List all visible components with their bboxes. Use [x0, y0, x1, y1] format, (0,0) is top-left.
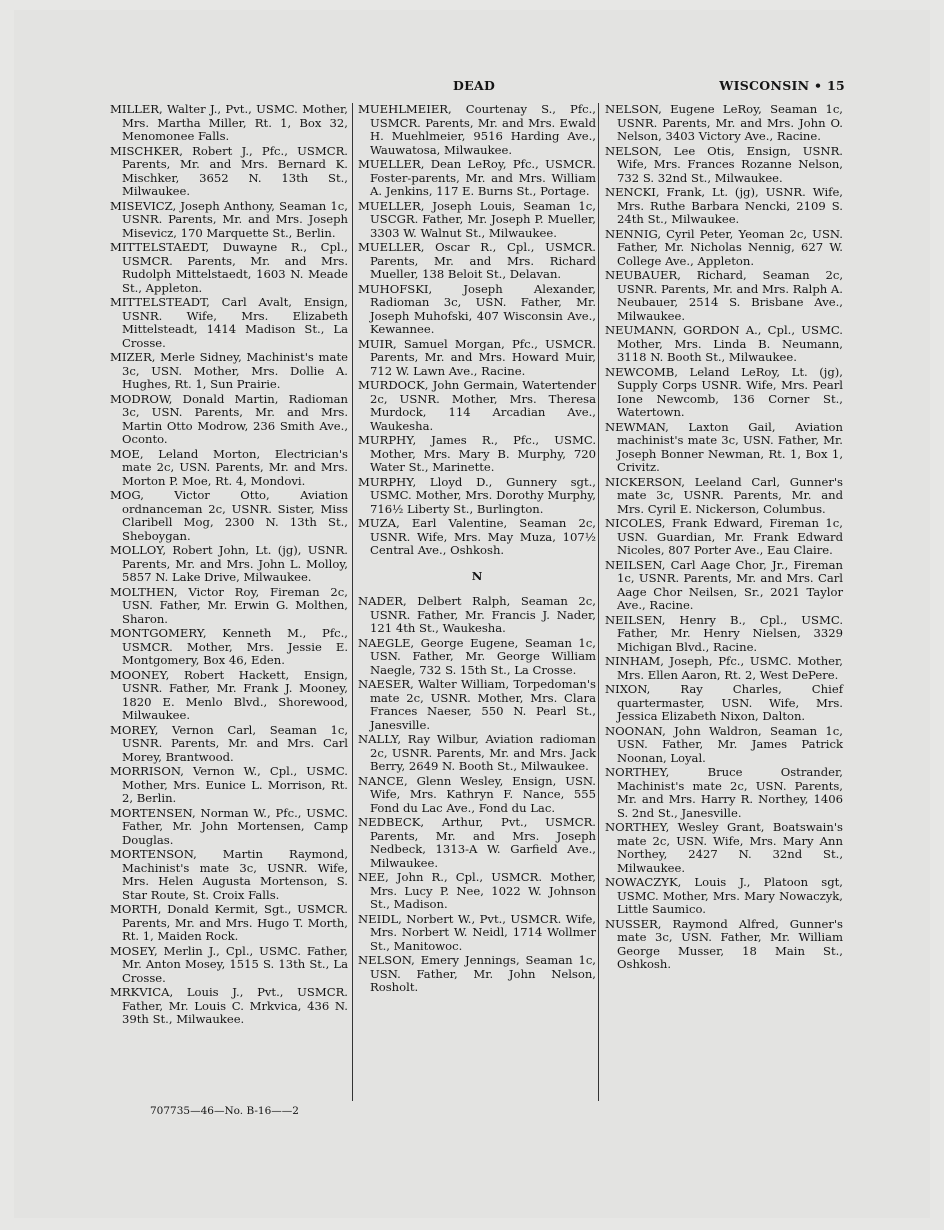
casualty-entry: NAESER, Walter William, Torpedoman's mate 2c, USNR. Mother, Mrs. Clara Frances Naeser, 550 N. Pearl St., Janesville.: [358, 677, 596, 732]
column-divider: [352, 103, 353, 1101]
casualty-entry: MUELLER, Joseph Louis, Seaman 1c, USCGR. Father, Mr. Joseph P. Mueller, 3303 W. Walnut St., Milwaukee.: [358, 198, 596, 240]
casualty-entry: MORTH, Donald Kermit, Sgt., USMCR. Parents, Mr. and Mrs. Hugo T. Morth, Rt. 1, Maiden Rock.: [110, 902, 348, 943]
section-letter: N: [471, 568, 483, 583]
casualty-entry: MUELLER, Oscar R., Cpl., USMCR. Parents, Mr. and Mrs. Richard Mueller, 138 Beloit St., Delavan.: [358, 240, 596, 281]
casualty-entry: MUZA, Earl Valentine, Seaman 2c, USNR. Wife, Mrs. May Muza, 107½ Central Ave., Oshkosh.: [358, 516, 596, 557]
print-footer: 707735—46—No. B-16——2: [150, 1105, 299, 1117]
header-state-page-number: WISCONSIN • 15: [719, 78, 845, 93]
casualty-entry: MODROW, Donald Martin, Radioman 3c, USN. Parents, Mr. and Mrs. Martin Otto Modrow, 236 Smith Ave., Oconto.: [110, 391, 348, 446]
casualty-entry: MURPHY, Lloyd D., Gunnery sgt., USMC. Mother, Mrs. Dorothy Murphy, 716½ Liberty St., Burlington.: [358, 474, 596, 516]
page-header: [100, 78, 845, 98]
casualty-entry: MOE, Leland Morton, Electrician's mate 2c, USN. Parents, Mr. and Mrs. Morton P. Moe, Rt. 4, Mondovi.: [110, 446, 348, 488]
casualty-entry: NEWCOMB, Leland LeRoy, Lt. (jg), Supply Corps USNR. Wife, Mrs. Pearl Ione Newcomb, 136 Corner St., Watertown.: [605, 364, 843, 419]
casualty-entry: NALLY, Ray Wilbur, Aviation radioman 2c, USNR. Parents, Mr. and Mrs. Jack Berry, 2649 N. Booth St., Milwaukee.: [358, 732, 596, 773]
casualty-entry: MORRISON, Vernon W., Cpl., USMC. Mother, Mrs. Eunice L. Morrison, Rt. 2, Berlin.: [110, 764, 348, 805]
casualty-entry: NINHAM, Joseph, Pfc., USMC. Mother, Mrs. Ellen Aaron, Rt. 2, West DePere.: [605, 654, 843, 682]
casualty-entry: MOSEY, Merlin J., Cpl., USMC. Father, Mr. Anton Mosey, 1515 S. 13th St., La Crosse.: [110, 943, 348, 985]
casualty-entry: NICOLES, Frank Edward, Fireman 1c, USN. Guardian, Mr. Frank Edward Nicoles, 807 Porter Ave., Eau Claire.: [605, 516, 843, 557]
casualty-entry: MUIR, Samuel Morgan, Pfc., USMCR. Parents, Mr. and Mrs. Howard Muir, 712 W. Lawn Ave., Racine.: [358, 336, 596, 378]
casualty-entry: NICKERSON, Leeland Carl, Gunner's mate 3c, USNR. Parents, Mr. and Mrs. Cyril E. Nickerson, Columbus.: [605, 474, 843, 516]
column-divider: [598, 103, 599, 1101]
casualty-entry: MITTELSTAEDT, Duwayne R., Cpl., USMCR. Parents, Mr. and Mrs. Rudolph Mittelstaedt, 1603 N. Meade St., Appleton.: [110, 240, 348, 295]
casualty-entry: NADER, Delbert Ralph, Seaman 2c, USNR. Father, Mr. Francis J. Nader, 121 4th St., Waukesha.: [358, 594, 596, 635]
casualty-entry: NANCE, Glenn Wesley, Ensign, USN. Wife, Mrs. Kathryn F. Nance, 555 Fond du Lac Ave., Fond du Lac.: [358, 773, 596, 815]
casualty-entry: MUHOFSKI, Joseph Alexander, Radioman 3c, USN. Father, Mr. Joseph Muhofski, 407 Wisconsin Ave., Kewannee.: [358, 281, 596, 336]
casualty-entry: NORTHEY, Bruce Ostrander, Machinist's mate 2c, USN. Parents, Mr. and Mrs. Harry R. Northey, 1406 S. 2nd St., Janesville.: [605, 765, 843, 820]
casualty-entry: NEUBAUER, Richard, Seaman 2c, USNR. Parents, Mr. and Mrs. Ralph A. Neubauer, 2514 S. Brisbane Ave., Milwaukee.: [605, 268, 843, 323]
casualty-entry: MISEVICZ, Joseph Anthony, Seaman 1c, USNR. Parents, Mr. and Mrs. Joseph Misevicz, 170 Marquette St., Berlin.: [110, 198, 348, 240]
casualty-entry: NAEGLE, George Eugene, Seaman 1c, USN. Father, Mr. George William Naegle, 732 S. 15th St., La Crosse.: [358, 635, 596, 677]
casualty-entry: MIZER, Merle Sidney, Machinist's mate 3c, USN. Mother, Mrs. Dollie A. Hughes, Rt. 1, Sun Prairie.: [110, 350, 348, 391]
casualty-entry: NIXON, Ray Charles, Chief quartermaster, USN. Wife, Mrs. Jessica Elizabeth Nixon, Dalton.: [605, 682, 843, 723]
casualty-entry: MURPHY, James R., Pfc., USMC. Mother, Mrs. Mary B. Murphy, 720 Water St., Marinette.: [358, 433, 596, 474]
casualty-entry: NELSON, Lee Otis, Ensign, USNR. Wife, Mrs. Frances Rozanne Nelson, 732 S. 32nd St., Milwaukee.: [605, 143, 843, 185]
casualty-entry: NEE, John R., Cpl., USMCR. Mother, Mrs. Lucy P. Nee, 1022 W. Johnson St., Madison.: [358, 870, 596, 911]
casualty-entry: NEIDL, Norbert W., Pvt., USMCR. Wife, Mrs. Norbert W. Neidl, 1714 Wollmer St., Manitowoc.: [358, 911, 596, 953]
casualty-entry: NEWMAN, Laxton Gail, Aviation machinist's mate 3c, USN. Father, Mr. Joseph Bonner Newman, Rt. 1, Box 1, Crivitz.: [605, 419, 843, 474]
casualty-entry: NELSON, Emery Jennings, Seaman 1c, USN. Father, Mr. John Nelson, Rosholt.: [358, 953, 596, 994]
casualty-entry: NENCKI, Frank, Lt. (jg), USNR. Wife, Mrs. Ruthe Barbara Nencki, 2109 S. 24th St., Milwaukee.: [605, 185, 843, 226]
casualty-entry: MITTELSTEADT, Carl Avalt, Ensign, USNR. Wife, Mrs. Elizabeth Mittelsteadt, 1414 Madison St., La Crosse.: [110, 295, 348, 350]
casualty-entry: MOLLOY, Robert John, Lt. (jg), USNR. Parents, Mr. and Mrs. John L. Molloy, 5857 N. Lake Drive, Milwaukee.: [110, 543, 348, 584]
casualty-entry: MISCHKER, Robert J., Pfc., USMCR. Parents, Mr. and Mrs. Bernard K. Mischker, 3652 N. 13th St., Milwaukee.: [110, 143, 348, 198]
casualty-entry: NORTHEY, Wesley Grant, Boatswain's mate 2c, USN. Wife, Mrs. Mary Ann Northey, 2427 N. 32nd St., Milwaukee.: [605, 820, 843, 875]
column-1: [110, 103, 348, 1028]
casualty-entry: MOONEY, Robert Hackett, Ensign, USNR. Father, Mr. Frank J. Mooney, 1820 E. Menlo Blvd., Shorewood, Milwaukee.: [110, 667, 348, 722]
casualty-entry: NEILSEN, Carl Aage Chor, Jr., Fireman 1c, USNR. Parents, Mr. and Mrs. Carl Aage Chor Neilsen, Sr., 2021 Taylor Ave., Racine.: [605, 557, 843, 612]
casualty-entry: MOREY, Vernon Carl, Seaman 1c, USNR. Parents, Mr. and Mrs. Carl Morey, Brantwood.: [110, 722, 348, 764]
casualty-entry: NOWACZYK, Louis J., Platoon sgt, USMC. Mother, Mrs. Mary Nowaczyk, Little Saumico.: [605, 875, 843, 916]
casualty-entry: MUELLER, Dean LeRoy, Pfc., USMCR. Foster-parents, Mr. and Mrs. William A. Jenkins, 117 E. Burns St., Portage.: [358, 157, 596, 198]
casualty-entry: MILLER, Walter J., Pvt., USMC. Mother, Mrs. Martha Miller, Rt. 1, Box 32, Menomonee Falls.: [110, 102, 348, 143]
casualty-entry: NOONAN, John Waldron, Seaman 1c, USN. Father, Mr. James Patrick Noonan, Loyal.: [605, 723, 843, 765]
header-section-title: DEAD: [453, 78, 496, 93]
casualty-entry: NEUMANN, GORDON A., Cpl., USMC. Mother, Mrs. Linda B. Neumann, 3118 N. Booth St., Milwaukee.: [605, 323, 843, 364]
casualty-entry: MOG, Victor Otto, Aviation ordnanceman 2c, USNR. Sister, Miss Claribell Mog, 2300 N. 13th St., Sheboygan.: [110, 488, 348, 543]
casualty-entry: MURDOCK, John Germain, Watertender 2c, USNR. Mother, Mrs. Theresa Murdock, 114 Arcadian Ave., Waukesha.: [358, 378, 596, 433]
column-3: [605, 103, 843, 973]
casualty-entry: MORTENSON, Martin Raymond, Machinist's mate 3c, USNR. Wife, Mrs. Helen Augusta Mortenson, S. Star Route, St. Croix Falls.: [110, 847, 348, 902]
casualty-entry: MOLTHEN, Victor Roy, Fireman 2c, USN. Father, Mr. Erwin G. Molthen, Sharon.: [110, 584, 348, 626]
casualty-entry: NELSON, Eugene LeRoy, Seaman 1c, USNR. Parents, Mr. and Mrs. John O. Nelson, 3403 Victory Ave., Racine.: [605, 102, 843, 143]
column-2: [358, 103, 596, 996]
casualty-entry: NUSSER, Raymond Alfred, Gunner's mate 3c, USN. Father, Mr. William George Musser, 18 Main St., Oshkosh.: [605, 916, 843, 971]
casualty-entry: MUEHLMEIER, Courtenay S., Pfc., USMCR. Parents, Mr. and Mrs. Ewald H. Muehlmeier, 9516 Harding Ave., Wauwatosa, Milwaukee.: [358, 102, 596, 157]
casualty-entry: NEILSEN, Henry B., Cpl., USMC. Father, Mr. Henry Nielsen, 3329 Michigan Blvd., Racine.: [605, 612, 843, 654]
casualty-entry: MRKVICA, Louis J., Pvt., USMCR. Father, Mr. Louis C. Mrkvica, 436 N. 39th St., Milwaukee.: [110, 985, 348, 1026]
casualty-entry: NEDBECK, Arthur, Pvt., USMCR. Parents, Mr. and Mrs. Joseph Nedbeck, 1313-A W. Garfield Ave., Milwaukee.: [358, 815, 596, 870]
casualty-entry: MONTGOMERY, Kenneth M., Pfc., USMCR. Mother, Mrs. Jessie E. Montgomery, Box 46, Eden.: [110, 626, 348, 667]
casualty-entry: MORTENSEN, Norman W., Pfc., USMC. Father, Mr. John Mortensen, Camp Douglas.: [110, 805, 348, 847]
casualty-entry: NENNIG, Cyril Peter, Yeoman 2c, USN. Father, Mr. Nicholas Nennig, 627 W. College Ave., Appleton.: [605, 226, 843, 268]
